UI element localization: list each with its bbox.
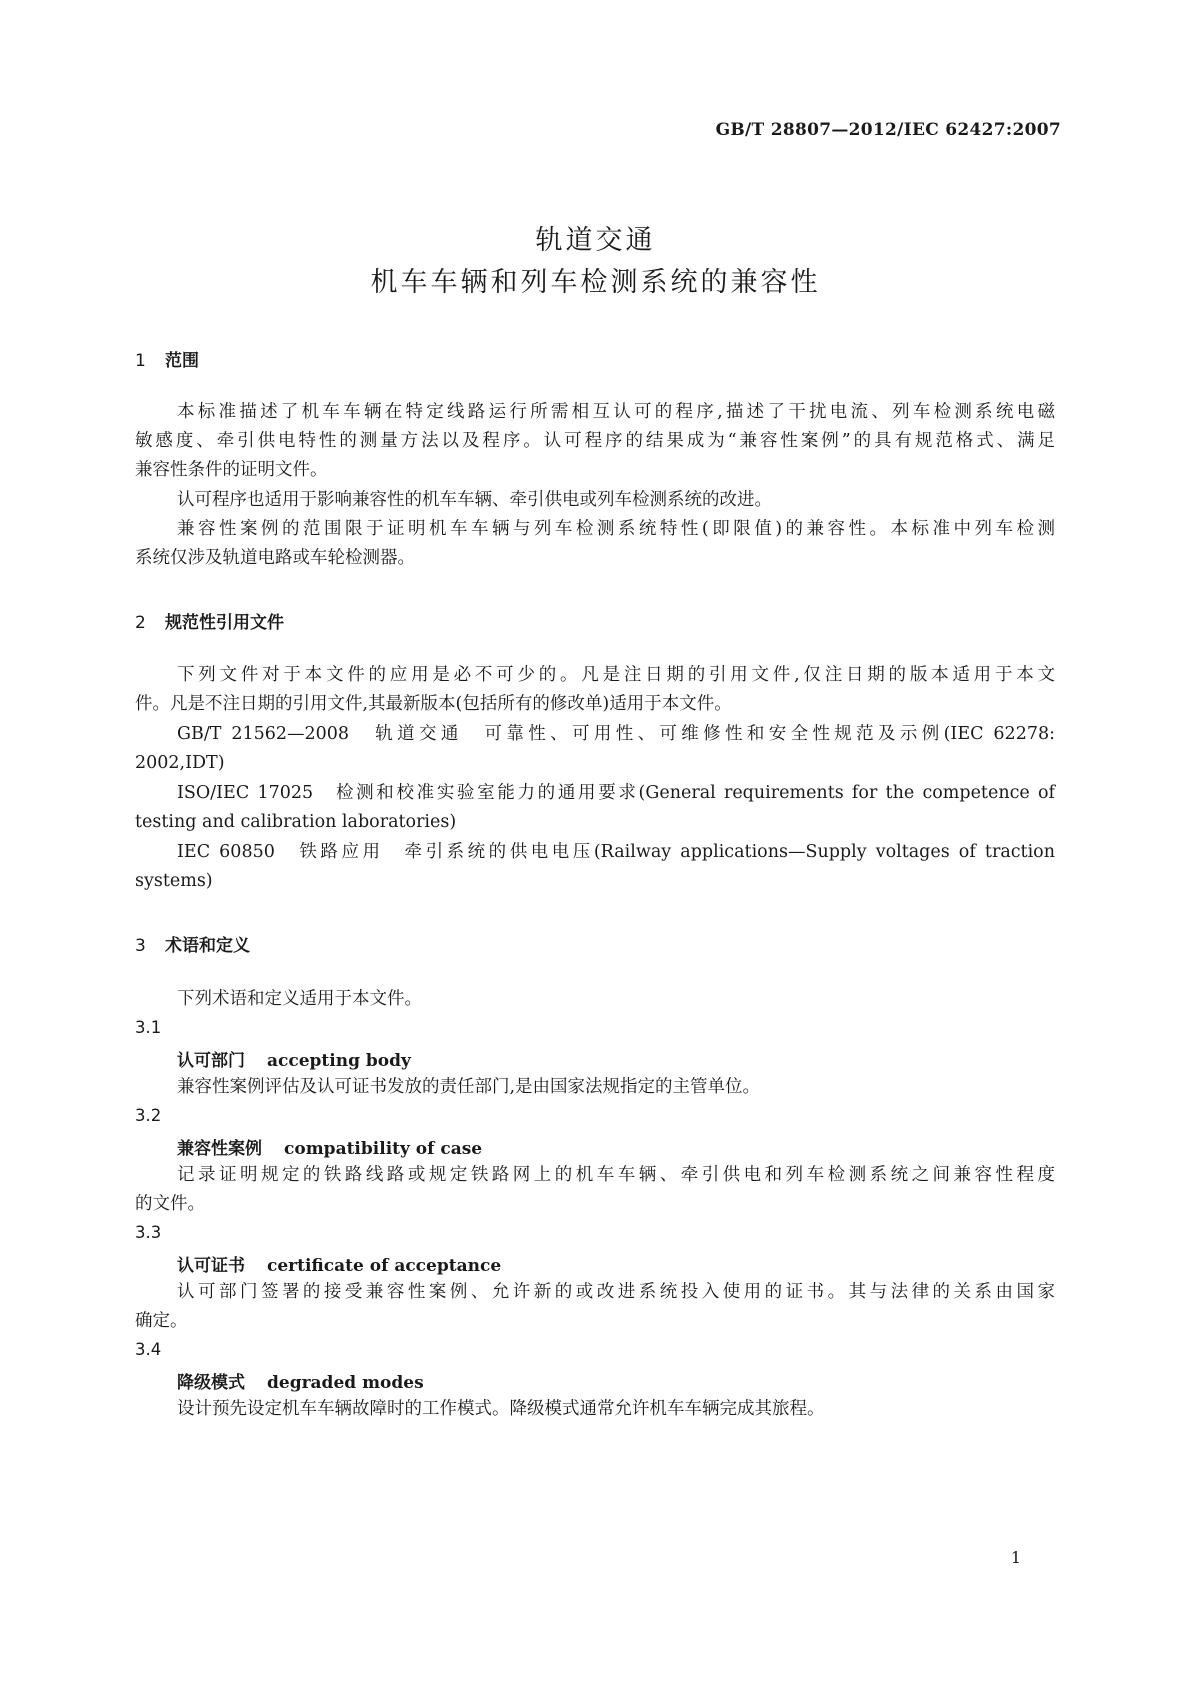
reference-line: 2002,IDT) bbox=[135, 753, 225, 773]
standard-code: GB/T 28807—2012/IEC 62427:2007 bbox=[715, 120, 1061, 140]
paragraph-line: 下列术语和定义适用于本文件。 bbox=[177, 989, 422, 1009]
reference-line: GB/T 21562—2008 轨道交通 可靠性、可用性、可维修性和安全性规范及示例(IEC 62278: bbox=[177, 724, 1055, 744]
term-number: 3.2 bbox=[135, 1106, 162, 1125]
definition-line: 认可部门签署的接受兼容性案例、允许新的或改进系统投入使用的证书。其与法律的关系由国家 bbox=[177, 1282, 1055, 1302]
reference-line: ISO/IEC 17025 检测和校准实验室能力的通用要求(General requirements for the competence of bbox=[177, 783, 1055, 803]
paragraph-line: 认可程序也适用于影响兼容性的机车车辆、牵引供电或列车检测系统的改进。 bbox=[177, 490, 772, 510]
paragraph-line: 兼容性条件的证明文件。 bbox=[135, 460, 328, 480]
term-en: degraded modes bbox=[267, 1373, 424, 1393]
definition-line: 设计预先设定机车车辆故障时的工作模式。降级模式通常允许机车车辆完成其旅程。 bbox=[177, 1399, 825, 1419]
term-number: 3.4 bbox=[135, 1340, 162, 1359]
page-number: 1 bbox=[1010, 1548, 1021, 1567]
section-number: 3 bbox=[135, 936, 146, 956]
section-number: 1 bbox=[135, 351, 146, 371]
term-zh: 认可部门 bbox=[177, 1051, 245, 1071]
definition-line: 兼容性案例评估及认可证书发放的责任部门,是由国家法规指定的主管单位。 bbox=[177, 1077, 761, 1097]
section-2-heading bbox=[135, 608, 284, 633]
definition-line: 确定。 bbox=[135, 1311, 188, 1331]
term-title bbox=[177, 1046, 411, 1071]
term-zh: 兼容性案例 bbox=[177, 1139, 262, 1159]
term-number: 3.3 bbox=[135, 1223, 162, 1242]
paragraph-line: 敏感度、牵引供电特性的测量方法以及程序。认可程序的结果成为“兼容性案例”的具有规范格式、满足 bbox=[135, 431, 1055, 451]
term-en: certificate of acceptance bbox=[267, 1256, 502, 1276]
document-title-line1: 轨道交通 bbox=[535, 225, 656, 256]
term-zh: 降级模式 bbox=[177, 1373, 245, 1393]
section-title: 术语和定义 bbox=[165, 936, 250, 956]
paragraph-line: 本标准描述了机车车辆在特定线路运行所需相互认可的程序,描述了干扰电流、列车检测系统电磁 bbox=[177, 402, 1055, 422]
section-3-heading bbox=[135, 931, 250, 956]
section-number: 2 bbox=[135, 613, 146, 633]
paragraph-line: 件。凡是不注日期的引用文件,其最新版本(包括所有的修改单)适用于本文件。 bbox=[135, 694, 732, 714]
reference-line: IEC 60850 铁路应用 牵引系统的供电电压(Railway applications—Supply voltages of traction bbox=[177, 842, 1055, 862]
term-title bbox=[177, 1251, 501, 1276]
reference-line: testing and calibration laboratories) bbox=[135, 812, 457, 832]
term-zh: 认可证书 bbox=[177, 1256, 245, 1276]
paragraph-line: 兼容性案例的范围限于证明机车车辆与列车检测系统特性(即限值)的兼容性。本标准中列车检测 bbox=[177, 519, 1055, 539]
term-en: compatibility of case bbox=[284, 1139, 483, 1159]
term-title bbox=[177, 1134, 482, 1159]
definition-line: 的文件。 bbox=[135, 1194, 205, 1214]
reference-line: systems) bbox=[135, 871, 213, 891]
paragraph-line: 下列文件对于本文件的应用是必不可少的。凡是注日期的引用文件,仅注日期的版本适用于本文 bbox=[177, 665, 1055, 685]
definition-line: 记录证明规定的铁路线路或规定铁路网上的机车车辆、牵引供电和列车检测系统之间兼容性程度 bbox=[177, 1165, 1055, 1185]
term-title bbox=[177, 1368, 424, 1393]
section-title: 范围 bbox=[165, 351, 199, 371]
document-title-line2: 机车车辆和列车检测系统的兼容性 bbox=[370, 267, 821, 298]
paragraph-line: 系统仅涉及轨道电路或车轮检测器。 bbox=[135, 548, 415, 568]
term-en: accepting body bbox=[267, 1051, 411, 1071]
term-number: 3.1 bbox=[135, 1018, 162, 1037]
section-1-heading bbox=[135, 346, 199, 371]
section-title: 规范性引用文件 bbox=[165, 613, 284, 633]
